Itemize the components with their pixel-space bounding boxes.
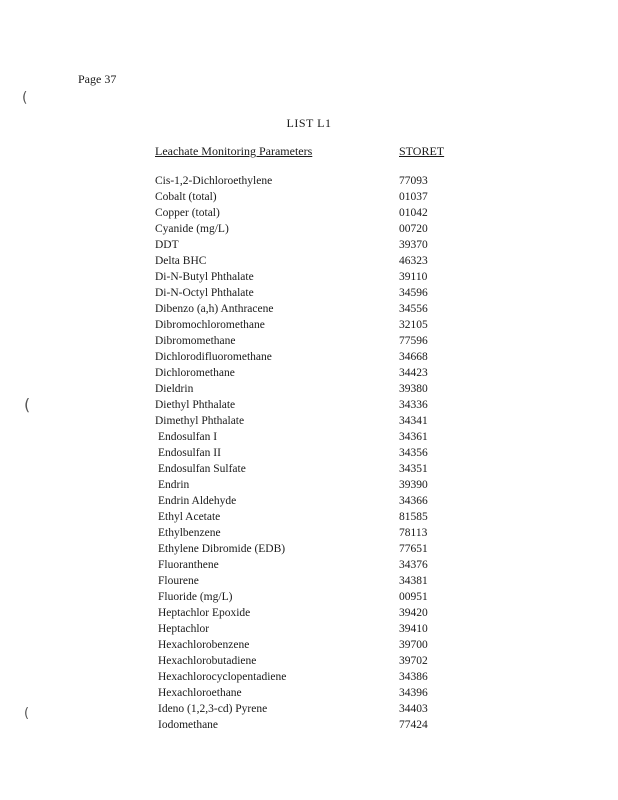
table-row xyxy=(155,669,475,685)
storet-code: 39410 xyxy=(399,623,428,635)
page-number: Page 37 xyxy=(78,72,117,86)
storet-code: 34423 xyxy=(399,367,428,379)
parameter-name: Endrin xyxy=(158,479,190,491)
parameter-name: Heptachlor Epoxide xyxy=(158,607,251,619)
storet-code: 46323 xyxy=(399,255,428,267)
parameter-name: Ideno (1,2,3-cd) Pyrene xyxy=(158,703,268,715)
table-row xyxy=(155,205,475,221)
parameter-name: Endosulfan II xyxy=(158,447,221,459)
parameter-name: DDT xyxy=(155,239,179,251)
table-row xyxy=(155,477,475,493)
parameter-name: Dieldrin xyxy=(155,383,194,395)
storet-code: 34668 xyxy=(399,351,428,363)
table-row xyxy=(155,413,475,429)
storet-code: 39380 xyxy=(399,383,428,395)
table-row xyxy=(155,381,475,397)
parameter-name: Dichloromethane xyxy=(155,367,235,379)
table-row xyxy=(155,493,475,509)
table-row xyxy=(155,557,475,573)
parameter-name: Dimethyl Phthalate xyxy=(155,415,245,427)
parameter-name: Copper (total) xyxy=(155,207,220,219)
parameter-name: Diethyl Phthalate xyxy=(155,399,236,411)
table-row xyxy=(155,637,475,653)
table-row xyxy=(155,461,475,477)
scan-mark: ( xyxy=(24,395,31,414)
parameter-name: Fluoride (mg/L) xyxy=(158,591,233,603)
scan-mark: ( xyxy=(22,90,28,106)
parameter-name: Dichlorodifluoromethane xyxy=(155,351,272,363)
storet-code: 00720 xyxy=(399,223,428,235)
table-row xyxy=(155,525,475,541)
table-row xyxy=(155,269,475,285)
storet-code: 77596 xyxy=(399,335,428,347)
table-row xyxy=(155,429,475,445)
storet-code: 34386 xyxy=(399,671,428,683)
scan-mark: ( xyxy=(24,706,30,721)
storet-code: 01037 xyxy=(399,191,428,203)
table-row xyxy=(155,237,475,253)
storet-code: 39110 xyxy=(399,271,428,283)
storet-code: 39390 xyxy=(399,479,428,491)
table-row xyxy=(155,301,475,317)
storet-code: 34403 xyxy=(399,703,428,715)
storet-code: 77424 xyxy=(399,719,428,731)
table-row xyxy=(155,509,475,525)
table-row xyxy=(155,685,475,701)
parameter-name: Heptachlor xyxy=(158,623,210,635)
parameter-name: Endosulfan I xyxy=(158,431,218,443)
storet-code: 34381 xyxy=(399,575,428,587)
storet-code: 34396 xyxy=(399,687,428,699)
parameter-name: Endrin Aldehyde xyxy=(158,495,237,507)
parameter-name: Hexachlorobutadiene xyxy=(158,655,257,667)
storet-code: 34336 xyxy=(399,399,428,411)
storet-code: 78113 xyxy=(399,527,428,539)
parameter-name: Dibromomethane xyxy=(155,335,236,347)
storet-code: 34376 xyxy=(399,559,428,571)
parameter-name: Hexachlorobenzene xyxy=(158,639,250,651)
parameter-name: Di-N-Butyl Phthalate xyxy=(155,271,254,283)
parameter-name: Di-N-Octyl Phthalate xyxy=(155,287,254,299)
table-row xyxy=(155,445,475,461)
parameter-name: Flourene xyxy=(158,575,199,587)
storet-code: 00951 xyxy=(399,591,428,603)
parameter-column-header: Leachate Monitoring Parameters xyxy=(155,144,313,158)
storet-code: 39370 xyxy=(399,239,428,251)
table-row xyxy=(155,653,475,669)
parameter-name: Ethylene Dibromide (EDB) xyxy=(158,543,286,555)
parameter-name: Fluoranthene xyxy=(158,559,219,571)
table-row xyxy=(155,173,475,189)
storet-code: 34366 xyxy=(399,495,428,507)
storet-code: 34361 xyxy=(399,431,428,443)
storet-code: 34556 xyxy=(399,303,428,315)
storet-code: 34351 xyxy=(399,463,428,475)
table-row xyxy=(155,605,475,621)
storet-column-header: STORET xyxy=(399,144,445,158)
parameter-table xyxy=(155,173,475,733)
storet-code: 39702 xyxy=(399,655,428,667)
table-row xyxy=(155,573,475,589)
parameter-name: Cobalt (total) xyxy=(155,191,217,203)
table-header xyxy=(155,144,455,160)
table-row xyxy=(155,621,475,637)
parameter-name: Delta BHC xyxy=(155,255,207,267)
storet-code: 39700 xyxy=(399,639,428,651)
table-row xyxy=(155,589,475,605)
parameter-name: Iodomethane xyxy=(158,719,219,731)
parameter-name: Endosulfan Sulfate xyxy=(158,463,246,475)
parameter-name: Hexachloroethane xyxy=(158,687,242,699)
list-title: LIST L1 xyxy=(286,116,332,130)
storet-code: 34356 xyxy=(399,447,428,459)
storet-code: 34596 xyxy=(399,287,428,299)
table-row xyxy=(155,365,475,381)
table-row xyxy=(155,253,475,269)
table-row xyxy=(155,701,475,717)
storet-code: 32105 xyxy=(399,319,428,331)
table-row xyxy=(155,333,475,349)
table-row xyxy=(155,717,475,733)
table-row xyxy=(155,397,475,413)
parameter-name: Cyanide (mg/L) xyxy=(155,223,229,235)
parameter-name: Ethylbenzene xyxy=(158,527,221,539)
storet-code: 77651 xyxy=(399,543,428,555)
table-row xyxy=(155,221,475,237)
storet-code: 39420 xyxy=(399,607,428,619)
parameter-name: Dibromochloromethane xyxy=(155,319,265,331)
storet-code: 01042 xyxy=(399,207,428,219)
parameter-name: Dibenzo (a,h) Anthracene xyxy=(155,303,274,315)
table-row xyxy=(155,349,475,365)
table-row xyxy=(155,285,475,301)
table-row xyxy=(155,317,475,333)
storet-code: 77093 xyxy=(399,175,428,187)
storet-code: 34341 xyxy=(399,415,428,427)
table-row xyxy=(155,541,475,557)
storet-code: 81585 xyxy=(399,511,428,523)
parameter-name: Hexachlorocyclopentadiene xyxy=(158,671,287,683)
parameter-name: Cis-1,2-Dichloroethylene xyxy=(155,175,273,187)
parameter-name: Ethyl Acetate xyxy=(158,511,221,523)
table-row xyxy=(155,189,475,205)
